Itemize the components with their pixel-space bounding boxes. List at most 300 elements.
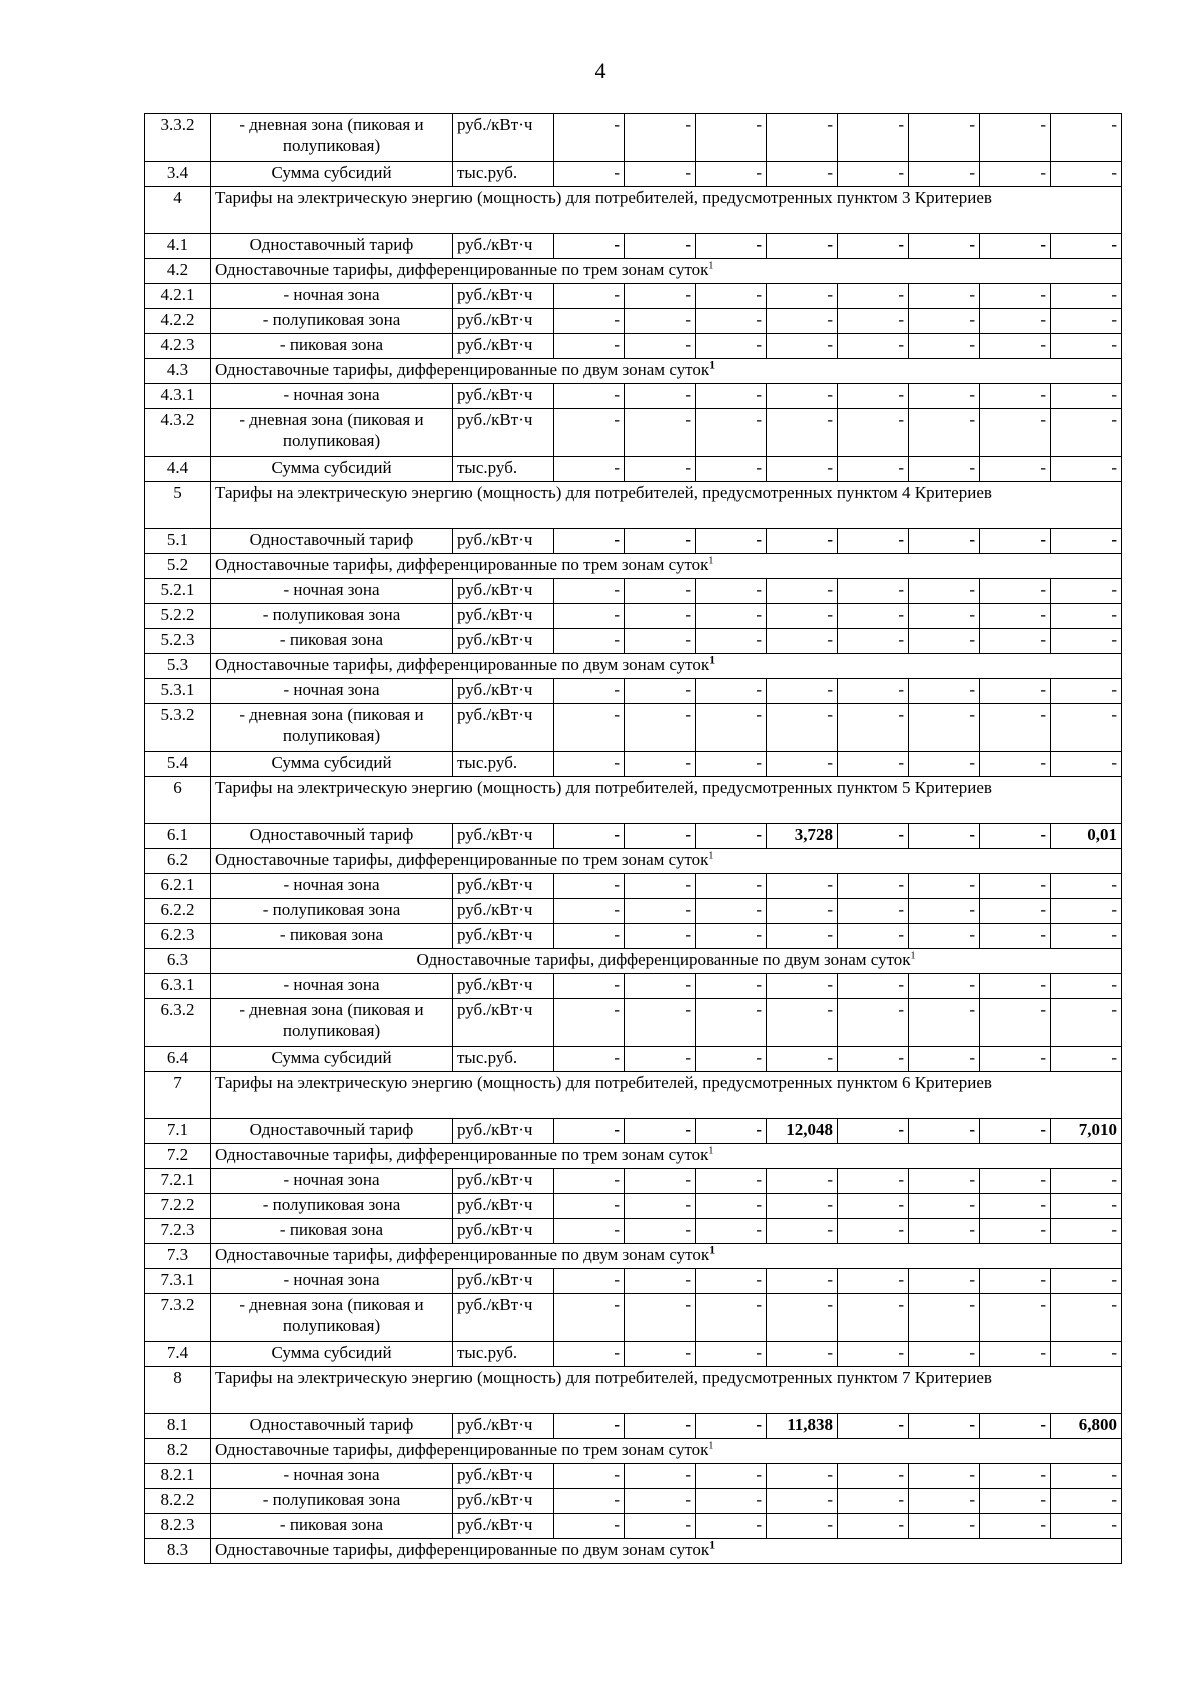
value-cell: - [909,752,980,777]
value-cell: - [696,629,767,654]
row-number: 5.3 [145,654,211,679]
value-cell: - [625,1414,696,1439]
unit-cell: руб./кВт·ч [453,1219,554,1244]
section-title-cell [211,554,1122,579]
value-cell: - [554,924,625,949]
value-cell: - [554,1269,625,1294]
row-number: 5 [145,482,211,529]
value-cell: - [625,234,696,259]
value-cell: - [980,1489,1051,1514]
value-cell: - [980,579,1051,604]
value-cell: - [625,1194,696,1219]
value-cell: - [554,1464,625,1489]
value-cell: - [767,899,838,924]
section-title-cell [211,949,1122,974]
value-cell: - [1051,409,1122,457]
section-row [145,777,1122,824]
value-cell: - [909,529,980,554]
value-cell: - [554,284,625,309]
value-cell: - [696,529,767,554]
value-cell: - [554,1194,625,1219]
value-cell: - [838,752,909,777]
value-cell: - [1051,999,1122,1047]
section-title-cell [211,187,1122,234]
value-cell: - [909,309,980,334]
value-cell: - [767,309,838,334]
section-row [145,1244,1122,1269]
value-cell: - [767,704,838,752]
indicator-name: - полупиковая зона [211,899,453,924]
section-row [145,1367,1122,1414]
value-cell: - [980,1414,1051,1439]
table-row [145,234,1122,259]
value-cell: - [696,1342,767,1367]
row-number: 6.3.1 [145,974,211,999]
footnote-mark: 1 [709,1538,716,1552]
value-cell: - [767,1169,838,1194]
value-cell: - [909,457,980,482]
unit-cell: руб./кВт·ч [453,604,554,629]
value-cell: - [767,974,838,999]
value-cell: - [625,1489,696,1514]
footnote-mark: 1 [709,358,716,372]
table-row [145,1294,1122,1342]
table-row [145,529,1122,554]
table-row [145,752,1122,777]
section-title: Тарифы на электрическую энергию (мощность) для потребителей, предусмотренных пунктом 3 Критериев [215,188,992,207]
table-row [145,1342,1122,1367]
value-cell: - [838,1194,909,1219]
value-cell: - [980,1294,1051,1342]
unit-cell: руб./кВт·ч [453,704,554,752]
value-cell: - [838,409,909,457]
row-number: 7.2.2 [145,1194,211,1219]
unit-cell: руб./кВт·ч [453,1119,554,1144]
value-cell: - [767,1269,838,1294]
indicator-name: - дневная зона (пиковая и полупиковая) [211,999,453,1047]
row-number: 7.3.1 [145,1269,211,1294]
unit-cell: руб./кВт·ч [453,284,554,309]
indicator-name: Сумма субсидий [211,752,453,777]
section-title-cell [211,1072,1122,1119]
value-cell: - [554,1294,625,1342]
value-cell: - [625,1514,696,1539]
table-row [145,114,1122,162]
row-number: 3.3.2 [145,114,211,162]
unit-cell: руб./кВт·ч [453,1169,554,1194]
value-cell: - [696,704,767,752]
table-row [145,1194,1122,1219]
value-cell: - [838,1414,909,1439]
value-cell: - [838,679,909,704]
unit-cell: тыс.руб. [453,1342,554,1367]
value-cell: - [767,334,838,359]
indicator-name: Одноставочный тариф [211,234,453,259]
value-cell: - [696,579,767,604]
section-title-cell [211,1439,1122,1464]
value-cell: - [1051,924,1122,949]
value-cell: - [838,162,909,187]
unit-cell: тыс.руб. [453,1047,554,1072]
indicator-name: - ночная зона [211,1269,453,1294]
value-cell: - [767,457,838,482]
table-row [145,579,1122,604]
value-cell: - [554,679,625,704]
value-cell: - [554,309,625,334]
value-cell: - [1051,384,1122,409]
section-row [145,359,1122,384]
section-row [145,654,1122,679]
value-cell: - [696,679,767,704]
indicator-name: - дневная зона (пиковая и полупиковая) [211,409,453,457]
value-cell: - [1051,679,1122,704]
value-cell: - [625,309,696,334]
value-cell: - [1051,1464,1122,1489]
row-number: 8.1 [145,1414,211,1439]
row-number: 7.3 [145,1244,211,1269]
value-cell: - [909,824,980,849]
section-title: Одноставочные тарифы, дифференцированные по трем зонам суток [215,260,709,279]
row-number: 4.3 [145,359,211,384]
row-number: 3.4 [145,162,211,187]
unit-cell: тыс.руб. [453,752,554,777]
value-cell: - [625,1047,696,1072]
value-cell: - [909,1464,980,1489]
value-cell: - [980,1269,1051,1294]
row-number: 6.2 [145,849,211,874]
value-cell: - [767,1294,838,1342]
value-cell: - [980,384,1051,409]
value-cell: - [625,629,696,654]
value-cell: - [838,1169,909,1194]
value-cell: - [696,924,767,949]
footnote-mark: 1 [708,1145,714,1157]
table-row [145,1047,1122,1072]
value-cell: - [554,457,625,482]
indicator-name: Одноставочный тариф [211,1414,453,1439]
value-cell: - [838,899,909,924]
value-cell: - [554,529,625,554]
value-cell: - [625,824,696,849]
row-number: 7.1 [145,1119,211,1144]
value-cell: - [1051,1269,1122,1294]
indicator-name: - полупиковая зона [211,309,453,334]
value-cell: - [554,824,625,849]
value-cell: - [1051,162,1122,187]
value-cell: - [696,1194,767,1219]
indicator-name: Одноставочный тариф [211,824,453,849]
value-cell: - [980,1047,1051,1072]
indicator-name: - ночная зона [211,579,453,604]
row-number: 4.3.1 [145,384,211,409]
value-cell: - [696,899,767,924]
table-row [145,874,1122,899]
value-cell: - [696,284,767,309]
value-cell: 11,838 [767,1414,838,1439]
value-cell: - [554,1489,625,1514]
value-cell: - [909,334,980,359]
table-row [145,974,1122,999]
value-cell: - [696,1169,767,1194]
value-cell: - [909,1194,980,1219]
section-title-cell [211,654,1122,679]
value-cell: - [909,579,980,604]
section-title: Тарифы на электрическую энергию (мощность) для потребителей, предусмотренных пунктом 7 Критериев [215,1368,992,1387]
value-cell: - [909,114,980,162]
value-cell: - [696,824,767,849]
section-title: Одноставочные тарифы, дифференцированные по двум зонам суток [416,950,911,969]
value-cell: - [980,704,1051,752]
row-number: 8.2.1 [145,1464,211,1489]
value-cell: - [696,309,767,334]
value-cell: - [625,409,696,457]
value-cell: - [1051,899,1122,924]
value-cell: - [909,1342,980,1367]
value-cell: - [554,974,625,999]
value-cell: - [767,284,838,309]
value-cell: - [980,334,1051,359]
value-cell: - [1051,1514,1122,1539]
section-row [145,1539,1122,1564]
value-cell: - [554,1514,625,1539]
table-row [145,1219,1122,1244]
section-title-cell [211,1244,1122,1269]
section-title-cell [211,259,1122,284]
tariff-table [144,113,1122,1564]
row-number: 6 [145,777,211,824]
row-number: 5.2.3 [145,629,211,654]
value-cell: - [909,1514,980,1539]
section-row [145,1072,1122,1119]
value-cell: - [1051,752,1122,777]
footnote-mark: 1 [910,950,916,962]
unit-cell: руб./кВт·ч [453,679,554,704]
value-cell: - [838,384,909,409]
indicator-name: - дневная зона (пиковая и полупиковая) [211,114,453,162]
unit-cell: руб./кВт·ч [453,1514,554,1539]
value-cell: - [554,1342,625,1367]
indicator-name: Сумма субсидий [211,1047,453,1072]
unit-cell: руб./кВт·ч [453,234,554,259]
value-cell: - [696,1119,767,1144]
table-row [145,1514,1122,1539]
page-number: 4 [594,58,606,83]
value-cell: - [1051,1219,1122,1244]
value-cell: - [1051,974,1122,999]
value-cell: - [696,384,767,409]
value-cell: - [767,529,838,554]
value-cell: 0,01 [1051,824,1122,849]
value-cell: - [554,114,625,162]
footnote-mark: 1 [708,260,714,272]
value-cell: - [980,1219,1051,1244]
row-number: 5.1 [145,529,211,554]
section-title: Одноставочные тарифы, дифференцированные по трем зонам суток [215,850,709,869]
section-row [145,949,1122,974]
value-cell: - [838,334,909,359]
value-cell: - [838,1514,909,1539]
footnote-mark: 1 [708,1440,714,1452]
value-cell: - [980,114,1051,162]
value-cell: - [838,457,909,482]
row-number: 5.2.2 [145,604,211,629]
value-cell: - [696,457,767,482]
value-cell: - [696,1294,767,1342]
value-cell: - [909,1047,980,1072]
table-row [145,334,1122,359]
value-cell: - [1051,1169,1122,1194]
row-number: 4.2.2 [145,309,211,334]
value-cell: - [1051,114,1122,162]
table-row [145,1269,1122,1294]
value-cell: - [696,1489,767,1514]
value-cell: - [625,874,696,899]
value-cell: - [909,234,980,259]
value-cell: - [625,1269,696,1294]
value-cell: - [767,579,838,604]
section-title-cell [211,1539,1122,1564]
value-cell: - [696,874,767,899]
value-cell: - [909,1169,980,1194]
value-cell: - [767,384,838,409]
value-cell: - [1051,334,1122,359]
value-cell: - [980,309,1051,334]
indicator-name: - пиковая зона [211,334,453,359]
value-cell: - [980,1464,1051,1489]
value-cell: - [696,1047,767,1072]
row-number: 7.3.2 [145,1294,211,1342]
value-cell: - [909,1269,980,1294]
value-cell: - [1051,1489,1122,1514]
row-number: 5.2.1 [145,579,211,604]
value-cell: - [554,1414,625,1439]
value-cell: - [625,924,696,949]
value-cell: - [696,334,767,359]
value-cell: - [767,409,838,457]
unit-cell: руб./кВт·ч [453,999,554,1047]
indicator-name: - ночная зона [211,679,453,704]
value-cell: - [767,1464,838,1489]
row-number: 8.2.3 [145,1514,211,1539]
table-row [145,1414,1122,1439]
value-cell: - [625,114,696,162]
table-row [145,1169,1122,1194]
value-cell: - [838,1489,909,1514]
value-cell: - [838,234,909,259]
value-cell: - [909,604,980,629]
table-row [145,824,1122,849]
value-cell: - [909,679,980,704]
value-cell: - [625,529,696,554]
table-row [145,162,1122,187]
indicator-name: - пиковая зона [211,629,453,654]
value-cell: 6,800 [1051,1414,1122,1439]
unit-cell: руб./кВт·ч [453,899,554,924]
value-cell: - [980,874,1051,899]
value-cell: - [1051,284,1122,309]
row-number: 5.2 [145,554,211,579]
section-row [145,849,1122,874]
value-cell: - [1051,604,1122,629]
value-cell: - [980,752,1051,777]
unit-cell: руб./кВт·ч [453,309,554,334]
value-cell: 7,010 [1051,1119,1122,1144]
value-cell: - [1051,1294,1122,1342]
value-cell: - [625,999,696,1047]
indicator-name: - ночная зона [211,384,453,409]
section-title: Тарифы на электрическую энергию (мощность) для потребителей, предусмотренных пунктом 6 Критериев [215,1073,992,1092]
row-number: 6.3 [145,949,211,974]
section-title-cell [211,359,1122,384]
section-title: Тарифы на электрическую энергию (мощность) для потребителей, предусмотренных пунктом 4 Критериев [215,483,992,502]
section-title: Одноставочные тарифы, дифференцированные по двум зонам суток [215,655,710,674]
unit-cell: руб./кВт·ч [453,824,554,849]
row-number: 8.2 [145,1439,211,1464]
unit-cell: руб./кВт·ч [453,409,554,457]
value-cell: - [767,1489,838,1514]
value-cell: - [554,234,625,259]
indicator-name: - ночная зона [211,974,453,999]
value-cell: - [838,1119,909,1144]
value-cell: - [696,752,767,777]
value-cell: - [696,234,767,259]
unit-cell: руб./кВт·ч [453,1294,554,1342]
row-number: 6.2.2 [145,899,211,924]
row-number: 6.1 [145,824,211,849]
indicator-name: - ночная зона [211,874,453,899]
table-row [145,1489,1122,1514]
value-cell: - [767,752,838,777]
value-cell: - [909,974,980,999]
table-row [145,604,1122,629]
value-cell: - [1051,579,1122,604]
value-cell: - [625,1342,696,1367]
value-cell: - [980,457,1051,482]
row-number: 4.2 [145,259,211,284]
value-cell: - [838,924,909,949]
table-row [145,679,1122,704]
value-cell: - [909,162,980,187]
value-cell: - [909,924,980,949]
section-title: Одноставочные тарифы, дифференцированные по двум зонам суток [215,360,710,379]
value-cell: - [554,384,625,409]
unit-cell: тыс.руб. [453,162,554,187]
indicator-name: - пиковая зона [211,1514,453,1539]
indicator-name: Одноставочный тариф [211,529,453,554]
indicator-name: - дневная зона (пиковая и полупиковая) [211,704,453,752]
value-cell: - [980,1514,1051,1539]
value-cell: - [838,604,909,629]
value-cell: - [1051,1047,1122,1072]
value-cell: - [696,999,767,1047]
value-cell: - [909,1489,980,1514]
value-cell: - [554,999,625,1047]
value-cell: - [909,629,980,654]
value-cell: - [838,1219,909,1244]
value-cell: - [554,1119,625,1144]
value-cell: - [625,1219,696,1244]
value-cell: - [1051,234,1122,259]
value-cell: - [980,679,1051,704]
row-number: 8.3 [145,1539,211,1564]
footnote-mark: 1 [708,555,714,567]
unit-cell: руб./кВт·ч [453,874,554,899]
value-cell: - [625,974,696,999]
section-row [145,187,1122,234]
table-row [145,999,1122,1047]
row-number: 4.1 [145,234,211,259]
value-cell: - [980,899,1051,924]
